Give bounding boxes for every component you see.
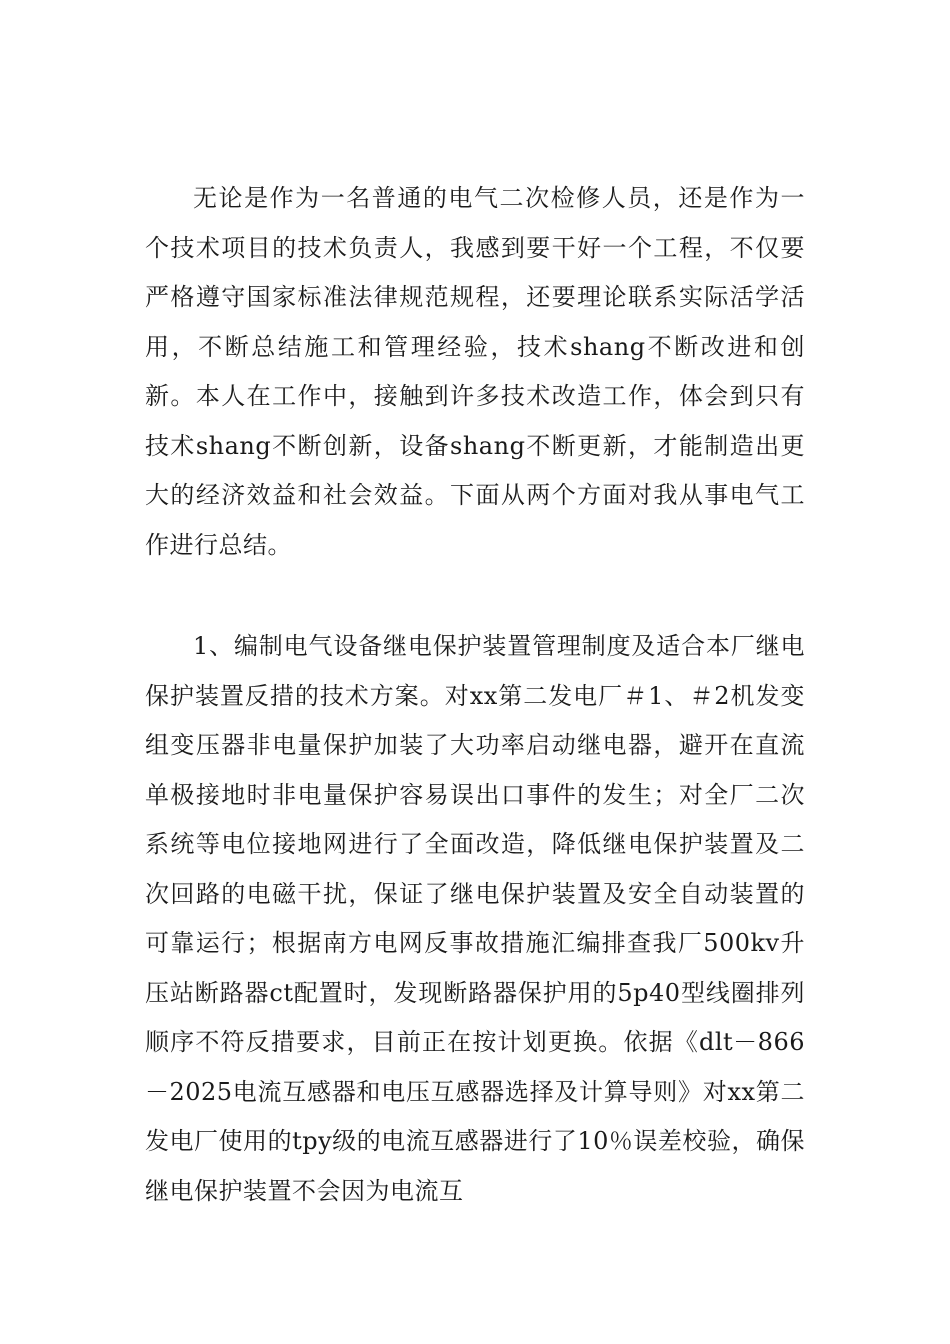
- body-paragraph: 1、编制电气设备继电保护装置管理制度及适合本厂继电保护装置反措的技术方案。对xx第二发电厂＃1、＃2机发变组变压器非电量保护加装了大功率启动继电器，避开在直流单极接地时非电量保护容易误出口事件的发生；对全厂二次系统等电位接地网进行了全面改造，降低继电保护装置及二次回路的电磁干扰，保证了继电保护装置及安全自动装置的可靠运行；根据南方电网反事故措施汇编排查我厂500kv升压站断路器ct配置时，发现断路器保护用的5p40型线圈排列顺序不符反措要求，目前正在按计划更换。依据《dlt－866－2025电流互感器和电压互感器选择及计算导则》对xx第二发电厂使用的tpy级的电流互感器进行了10％误差校验，确保继电保护装置不会因为电流互: [145, 632, 805, 1205]
- body-paragraph: 无论是作为一名普通的电气二次检修人员，还是作为一个技术项目的技术负责人，我感到要干好一个工程，不仅要严格遵守国家标准法律规范规程，还要理论联系实际活学活用，不断总结施工和管理经验，技术shang不断改进和创新。本人在工作中，接触到许多技术改造工作，体会到只有技术shang不断创新，设备shang不断更新，才能制造出更大的经济效益和社会效益。下面从两个方面对我从事电气工作进行总结。: [145, 184, 805, 559]
